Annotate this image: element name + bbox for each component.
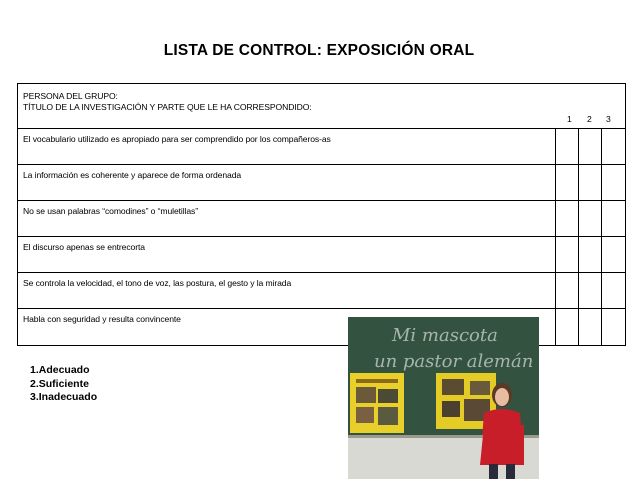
board-text-line1: Mi mascota bbox=[392, 325, 498, 346]
classroom-photo bbox=[348, 317, 539, 479]
score-column-divider bbox=[601, 129, 602, 345]
criterion-text: La información es coherente y aparece de forma ordenada bbox=[23, 170, 242, 180]
titulo-label: TÍTULO DE LA INVESTIGACIÓN Y PARTE QUE LE HA CORRESPONDIDO: bbox=[23, 102, 312, 112]
criterion-text: Se controla la velocidad, el tono de voz, las postura, el gesto y la mirada bbox=[23, 278, 292, 288]
score-column-divider bbox=[578, 129, 579, 345]
board-text-line2: un pastor alemán bbox=[374, 351, 534, 372]
table-row bbox=[18, 165, 625, 201]
legend-item: 2.Suficiente bbox=[30, 377, 89, 390]
criterion-text: Habla con seguridad y resulta convincente bbox=[23, 314, 181, 324]
score-header-2: 2 bbox=[587, 114, 592, 124]
table-row bbox=[18, 129, 625, 165]
table-row bbox=[18, 201, 625, 237]
legend-item: 1.Adecuado bbox=[30, 364, 90, 376]
criterion-text: El vocabulario utilizado es apropiado para ser comprendido por los compañeros-as bbox=[23, 134, 331, 144]
table-header-row bbox=[18, 84, 625, 129]
checklist-table bbox=[17, 83, 626, 346]
score-column-divider bbox=[555, 129, 556, 345]
criterion-text: El discurso apenas se entrecorta bbox=[23, 242, 145, 252]
score-header-1: 1 bbox=[567, 114, 572, 124]
persona-label: PERSONA DEL GRUPO: bbox=[23, 91, 118, 101]
legend-item: 3.Inadecuado bbox=[30, 391, 98, 403]
score-legend bbox=[30, 364, 97, 405]
table-row bbox=[18, 273, 625, 309]
page-title: LISTA DE CONTROL: EXPOSICIÓN ORAL bbox=[163, 42, 475, 59]
criterion-text: No se usan palabras “comodines” o “muletillas” bbox=[23, 206, 198, 216]
table-row bbox=[18, 237, 625, 273]
score-header-3: 3 bbox=[606, 114, 611, 124]
